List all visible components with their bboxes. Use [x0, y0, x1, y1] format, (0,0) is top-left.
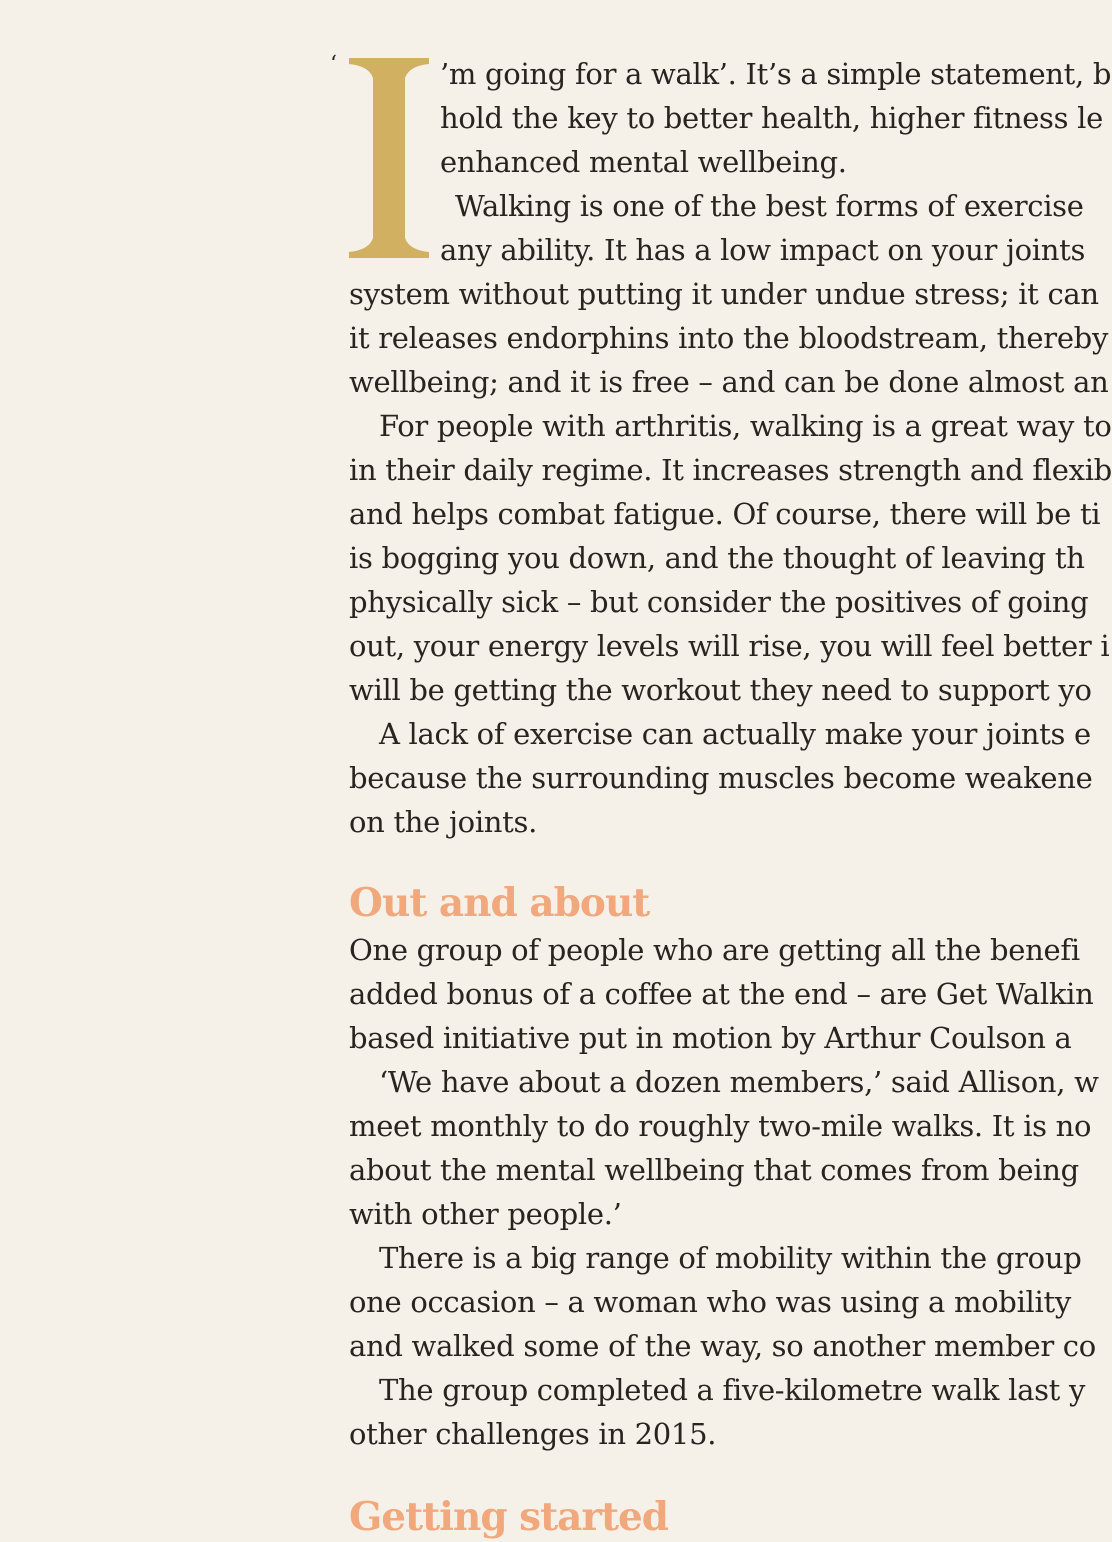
para2-line-5: physically sick – but consider the positives of going — [349, 585, 1089, 619]
para1-line-1: Walking is one of the best forms of exercise — [455, 189, 1084, 223]
para7-line-1: The group completed a five-kilometre walk last y — [379, 1373, 1086, 1407]
paragraph-1-rest — [349, 272, 1109, 404]
para3-line-2: because the surrounding muscles become weakene — [349, 761, 1093, 795]
para4-line-1: One group of people who are getting all the benefi — [349, 933, 1080, 967]
dropcap-letter-i — [349, 58, 429, 258]
intro-line-1: ’m going for a walk’. It’s a simple statement, b — [440, 57, 1112, 91]
para5-line-3: about the mental wellbeing that comes from being — [349, 1153, 1079, 1187]
para7-line-2: other challenges in 2015. — [349, 1417, 717, 1451]
paragraph-6 — [349, 1236, 1096, 1368]
para1-line-3: system without putting it under undue stress; it can — [349, 277, 1099, 311]
para3-line-1: A lack of exercise can actually make your joints e — [379, 717, 1091, 751]
para4-line-3: based initiative put in motion by Arthur Coulson a — [349, 1021, 1072, 1055]
intro-line-2: hold the key to better health, higher fitness le — [440, 101, 1103, 135]
para5-line-4: with other people.’ — [349, 1197, 622, 1231]
dropcap-side-lines — [440, 52, 1112, 272]
section-heading-getting-started: Getting started — [349, 1494, 669, 1540]
paragraph-7 — [349, 1368, 1086, 1456]
para3-line-3: on the joints. — [349, 805, 538, 839]
para2-line-6: out, your energy levels will rise, you will feel better i — [349, 629, 1110, 663]
para1-line-5: wellbeing; and it is free – and can be done almost an — [349, 365, 1109, 399]
para6-line-3: and walked some of the way, so another member co — [349, 1329, 1096, 1363]
para6-line-1: There is a big range of mobility within the group — [379, 1241, 1082, 1275]
paragraph-2 — [349, 404, 1112, 712]
para2-line-4: is bogging you down, and the thought of leaving th — [349, 541, 1085, 575]
para1-line-4: it releases endorphins into the bloodstream, thereby — [349, 321, 1109, 355]
para6-line-2: one occasion – a woman who was using a mobility — [349, 1285, 1071, 1319]
opening-quote-mark: ‘ — [330, 52, 337, 77]
paragraph-4 — [349, 928, 1094, 1060]
article-body — [349, 52, 1112, 1542]
para4-line-2: added bonus of a coffee at the end – are Get Walkin — [349, 977, 1094, 1011]
para1-line-2: any ability. It has a low impact on your joints — [440, 233, 1086, 267]
dropcap-paragraph — [349, 52, 1112, 272]
para2-line-1: For people with arthritis, walking is a great way to — [379, 409, 1112, 443]
paragraph-5 — [349, 1060, 1099, 1236]
para2-line-2: in their daily regime. It increases strength and flexib — [349, 453, 1112, 487]
section-heading-out-and-about: Out and about — [349, 880, 650, 926]
intro-line-3: enhanced mental wellbeing. — [440, 145, 847, 179]
para5-line-1: ‘We have about a dozen members,’ said Allison, w — [379, 1065, 1099, 1099]
para2-line-7: will be getting the workout they need to support yo — [349, 673, 1092, 707]
paragraph-3 — [349, 712, 1093, 844]
para5-line-2: meet monthly to do roughly two-mile walks. It is no — [349, 1109, 1092, 1143]
para2-line-3: and helps combat fatigue. Of course, there will be ti — [349, 497, 1101, 531]
